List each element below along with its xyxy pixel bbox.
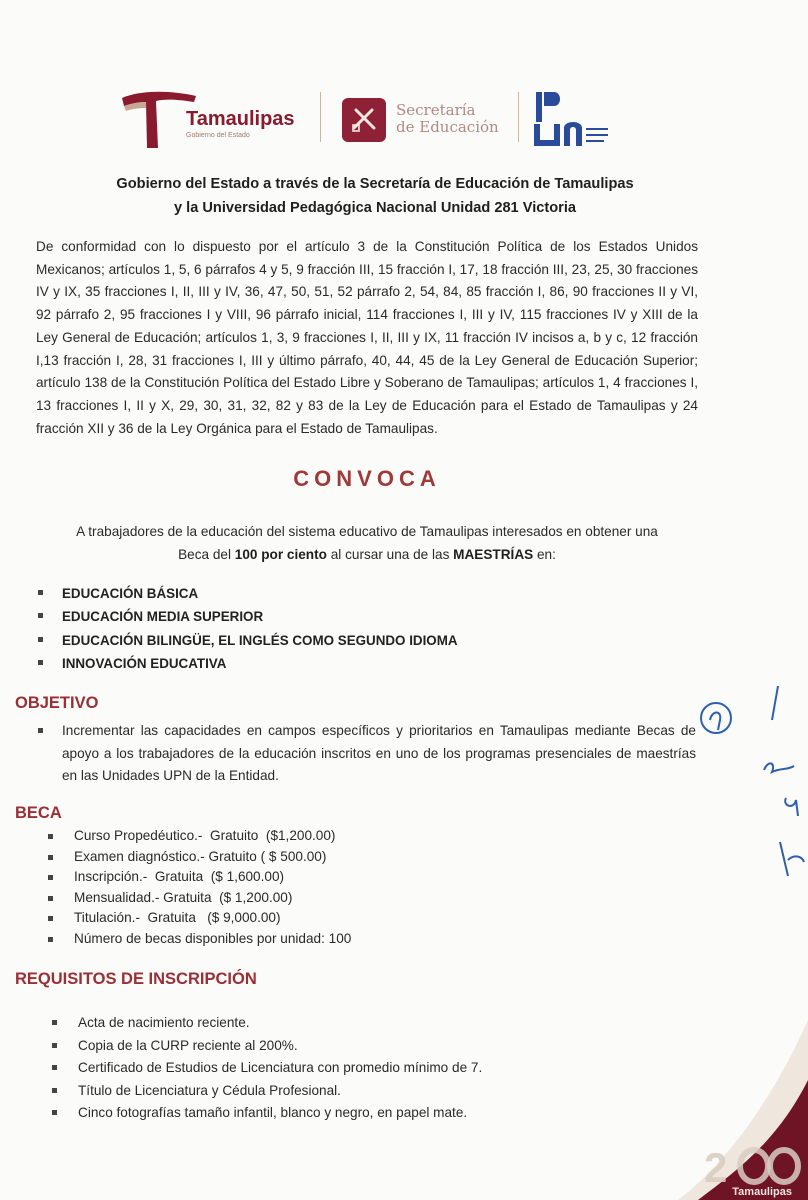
secretaria-badge-icon [342, 98, 386, 142]
beca-item [48, 847, 351, 868]
requisito-text: Título de Licenciatura y Cédula Profesional. [78, 1082, 341, 1098]
square-bullet-icon [52, 1043, 57, 1048]
beca-item [48, 908, 351, 929]
beca-item-text: Curso Propedéutico.- Gratuito ($1,200.00) [74, 828, 336, 843]
handwritten-margin-marks [694, 676, 808, 906]
maestria-item [38, 652, 458, 675]
requisito-text: Copia de la CURP reciente al 200%. [78, 1037, 298, 1053]
maestria-item [38, 629, 458, 652]
square-bullet-icon [48, 896, 53, 901]
maestria-item [38, 605, 458, 628]
square-bullet-icon [38, 637, 43, 642]
square-bullet-icon [52, 1020, 57, 1025]
convoca-heading: CONVOCA [293, 466, 441, 491]
requisito-item [52, 1080, 482, 1103]
invitation-part-before: Beca del [178, 547, 235, 562]
corner-tamaulipas-label: Tamaulipas [732, 1186, 792, 1198]
maestria-item [38, 582, 458, 605]
maestria-label: EDUCACIÓN BÁSICA [62, 586, 199, 601]
beca-item [48, 867, 351, 888]
beca-list [48, 826, 351, 950]
requisito-item [52, 1057, 482, 1080]
secretaria-line-2: de Educación [396, 118, 499, 136]
requisitos-list [52, 1012, 482, 1125]
maestria-label: EDUCACIÓN MEDIA SUPERIOR [62, 609, 264, 625]
requisito-item [52, 1102, 482, 1125]
document-headline [40, 172, 710, 220]
tamaulipas-brand-name: Tamaulipas [186, 108, 295, 130]
maestria-label: EDUCACIÓN BILINGÜE, EL INGLÉS COMO SEGUNDO IDIOMA [62, 632, 458, 648]
invitation-percent: 100 por ciento [234, 547, 327, 562]
beca-item [48, 929, 351, 950]
maestrias-list [38, 582, 458, 676]
corner-decoration [678, 1020, 808, 1200]
requisitos-heading: REQUISITOS DE INSCRIPCIÓN [15, 970, 257, 988]
beca-item-text: Inscripción.- Gratuita ($ 1,600.00) [74, 869, 285, 885]
square-bullet-icon [48, 937, 53, 942]
square-bullet-icon [52, 1110, 57, 1115]
invitation-text [36, 520, 698, 566]
beca-item-text: Examen diagnóstico.- Gratuito ( $ 500.00) [74, 848, 327, 864]
maestria-label: INNOVACIÓN EDUCATIVA [62, 656, 227, 672]
square-bullet-icon [48, 834, 53, 839]
objetivo-heading: OBJETIVO [15, 694, 99, 712]
square-bullet-icon [38, 660, 43, 665]
square-bullet-icon [52, 1065, 57, 1070]
secretaria-line-1: Secretaría [396, 101, 476, 119]
square-bullet-icon [38, 590, 43, 595]
invitation-line-2 [36, 543, 698, 566]
invitation-maestrias: MAESTRÍAS [453, 547, 534, 562]
square-bullet-icon [38, 613, 43, 618]
beca-item [48, 888, 351, 909]
invitation-part-after: en: [533, 547, 556, 562]
headline-line-2: y la Universidad Pedagógica Nacional Unidad 281 Victoria [173, 200, 576, 216]
requisito-text: Cinco fotografías tamaño infantil, blanco y negro, en papel mate. [78, 1105, 468, 1121]
header-divider [320, 92, 321, 142]
beca-item-text: Titulación.- Gratuita ($ 9,000.00) [74, 910, 281, 926]
upn-logo [530, 88, 610, 150]
beca-item [48, 826, 351, 847]
objetivo-text: Incrementar las capacidades en campos específicos y prioritarios en Tamaulipas mediante Becas de apoyo a los trabajadores de la educación inscritos en uno de los programas presenciales de maestrías en las Unidades UPN de la Entidad. [62, 723, 696, 783]
objetivo-item [38, 720, 696, 788]
secretaria-logo-text [396, 102, 499, 136]
invitation-part-middle: al cursar una de las [326, 547, 454, 562]
tamaulipas-brand-subtitle: Gobierno del Estado [186, 132, 250, 139]
requisito-item [52, 1035, 482, 1058]
svg-text:2: 2 [704, 1144, 728, 1191]
beca-item-text: Número de becas disponibles por unidad: 100 [74, 930, 352, 946]
requisito-text: Acta de nacimiento reciente. [78, 1015, 250, 1030]
requisito-item [52, 1012, 482, 1035]
square-bullet-icon [52, 1088, 57, 1093]
header-divider [518, 92, 519, 142]
headline-line-1: Gobierno del Estado a través de la Secretaría de Educación de Tamaulipas [116, 176, 634, 192]
square-bullet-icon [48, 875, 53, 880]
beca-item-text: Mensualidad.- Gratuita ($ 1,200.00) [74, 889, 293, 905]
legal-intro-paragraph: De conformidad con lo dispuesto por el artículo 3 de la Constitución Política de los Estados Unidos Mexicanos; artículos 1, 5, 6 párrafos 4 y 5, 9 fracción III, 15 fracción I, 17, 18 fracción III, 23, 25, 30 fracciones IV y IX, 35 fracciones I, II, III y IV, 36, 47, 50, 51, 52 párrafo 2, 54, 84, 85 fracción I, 86, 90 fracciones II y VI, 92 párrafo 2, 95 fracciones I y VIII, 96 párrafo inicial, 114 fracciones I, III y IV, 115 fracciones IV y XIII de la Ley General de Educación; artículos 1, 3, 9 fracciones I, II, III y IX, 11 fracción IV incisos a, b y c, 12 fracción I,13 fracción I, 28, 31 fracciones I, III y último párrafo, 40, 44, 45 de la Ley General de Educación Superior; artículo 138 de la Constitución Política del Estado Libre y Soberano de Tamaulipas; artículos 1, 4 fracciones I, 13 fracciones I, II y X, 29, 30, 31, 32, 82 y 83 de la Ley de Educación para el Estado de Tamaulipas y 24 fracción XII y 36 de la Ley Orgánica para el Estado de Tamaulipas. [36, 239, 698, 436]
square-bullet-icon [48, 855, 53, 860]
beca-heading: BECA [15, 804, 62, 822]
requisito-text: Certificado de Estudios de Licenciatura con promedio mínimo de 7. [78, 1060, 483, 1076]
square-bullet-icon [48, 916, 53, 921]
corner-ribbon-icon [678, 1020, 808, 1200]
invitation-line-1: A trabajadores de la educación del sistema educativo de Tamaulipas interesados en obtener una [76, 524, 658, 539]
square-bullet-icon [38, 728, 43, 733]
